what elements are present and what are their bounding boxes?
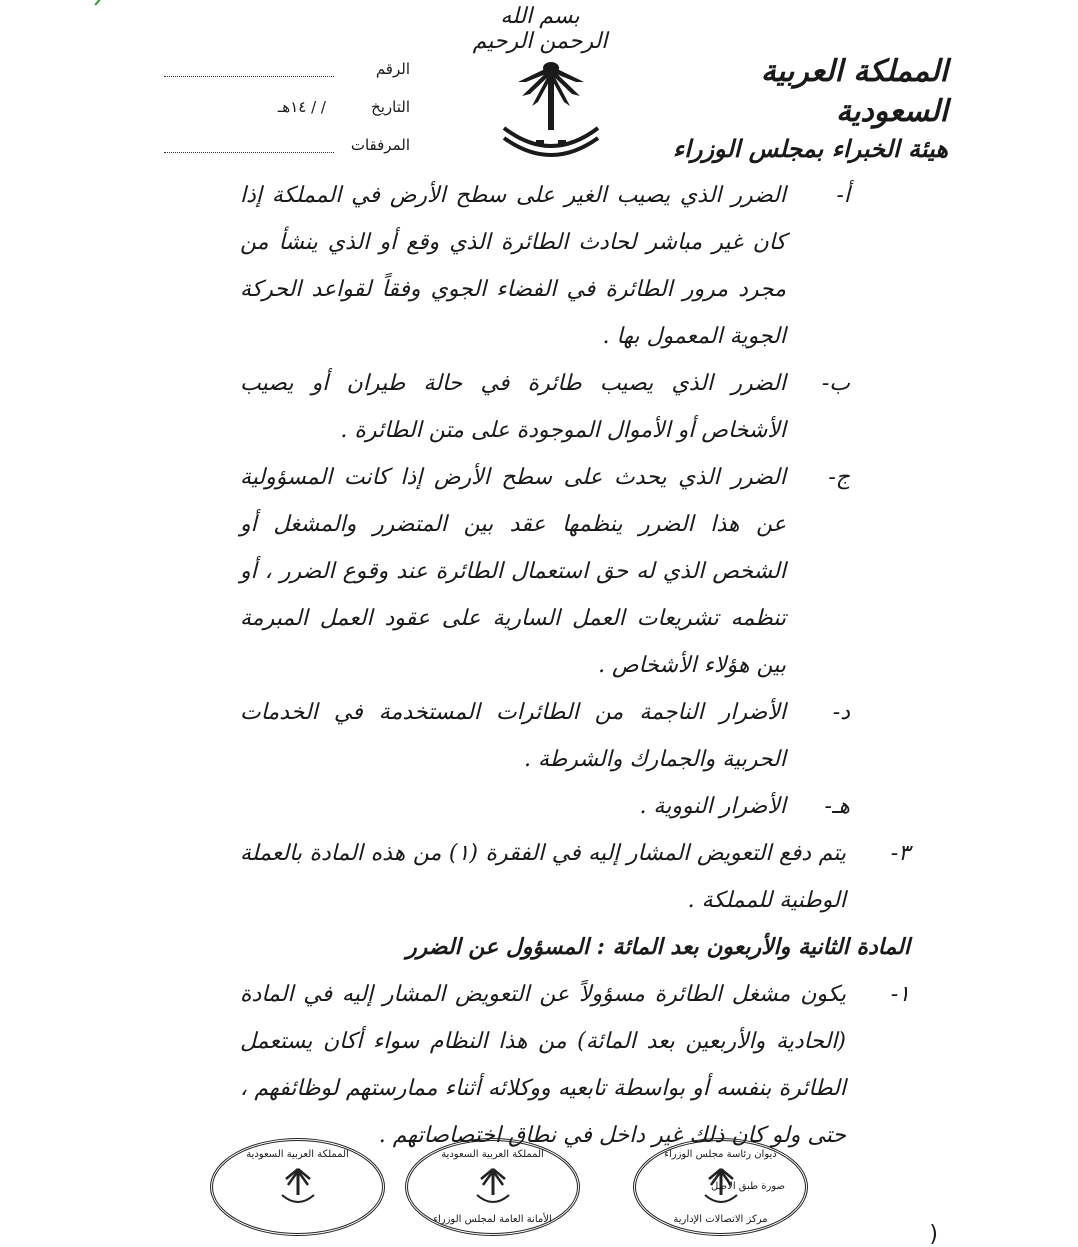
stamp-text: المملكة العربية السعودية	[441, 1149, 544, 1160]
item-mark: أ-	[836, 183, 850, 208]
item-text: الأضرار النووية .	[639, 794, 786, 819]
item-mark: د-	[832, 700, 850, 725]
reference-block	[150, 50, 410, 164]
date-value: / / ١٤هـ	[277, 98, 326, 116]
list-item	[240, 454, 850, 689]
attachments-row	[150, 126, 410, 164]
stamps-row	[205, 1138, 805, 1243]
stamp-text: المملكة العربية السعودية	[246, 1149, 349, 1160]
palm-swords-icon	[278, 1165, 318, 1209]
letterhead	[648, 52, 948, 166]
kingdom-name: المملكة العربية السعودية	[760, 54, 948, 129]
list-item	[240, 689, 850, 783]
item-text: الأضرار الناجمة من الطائرات المستخدمة في الخدمات الحربية والجمارك والشرطة .	[240, 700, 786, 772]
attachments-label: المرفقات	[350, 136, 410, 154]
margin-mark: )	[929, 1222, 938, 1247]
paragraph-3	[240, 830, 910, 924]
paragraph-1	[240, 971, 910, 1159]
ref-row	[150, 50, 410, 88]
palm-swords-emblem-icon	[496, 52, 606, 172]
paragraph-text: يتم دفع التعويض المشار إليه في الفقرة (١) من هذه المادة بالعملة الوطنية للمملكة .	[240, 841, 846, 913]
date-row	[150, 88, 410, 126]
list-item	[240, 360, 850, 454]
item-mark: ج-	[828, 465, 850, 490]
stamp-text: ديوان رئاسة مجلس الوزراء	[664, 1149, 777, 1160]
item-text: الضرر الذي يحدث على سطح الأرض إذا كانت المسؤولية عن هذا الضرر ينظمها عقد بين المتضرر والمشغل أو الشخص الذي له حق استعمال الطائرة عند وقوع الضرر ، أو تنظمه تشريعات العمل السارية على عقود العمل المبرمة بين هؤلاء الأشخاص .	[240, 465, 786, 678]
paragraph-mark: ١-	[890, 982, 910, 1007]
authority-name: هيئة الخبراء بمجلس الوزراء	[672, 134, 948, 163]
stamp-seal	[405, 1138, 580, 1236]
item-text: الضرر الذي يصيب طائرة في حالة طيران أو يصيب الأشخاص أو الأموال الموجودة على متن الطائرة .	[240, 371, 786, 443]
stamp-text: الأمانة العامة لمجلس الوزراء	[433, 1214, 552, 1225]
paragraph-text: يكون مشغل الطائرة مسؤولاً عن التعويض المشار إليه في المادة (الحادية والأربعين بعد المائة) من هذا النظام سواء أكان يستعمل الطائرة بنفسه أو بواسطة تابعيه ووكلائه أثناء ممارستهم لوظائفهم ، حتى ولو كان ذلك غير داخل في نطاق اختصاصاتهم .	[240, 982, 846, 1148]
corner-tick	[94, 0, 111, 13]
paragraph-mark: ٣-	[890, 841, 910, 866]
ref-line	[164, 62, 334, 77]
article-heading: المادة الثانية والأربعون بعد المائة : المسؤول عن الضرر	[406, 934, 910, 960]
item-mark: ب-	[821, 371, 850, 396]
list-item	[240, 783, 850, 830]
list-item	[240, 172, 850, 360]
palm-swords-icon	[473, 1165, 513, 1209]
basmala: بسم الله الرحمن الرحيم	[472, 4, 608, 54]
stamp-text: صورة طبق الأصل	[711, 1181, 785, 1192]
document-body	[240, 172, 910, 1159]
stamp-text: مركز الاتصالات الإدارية	[673, 1214, 768, 1225]
ref-label: الرقم	[375, 60, 410, 78]
item-text: الضرر الذي يصيب الغير على سطح الأرض في المملكة إذا كان غير مباشر لحادث الطائرة الذي وقع أو الذي ينشأ من مجرد مرور الطائرة في الفضاء الجوي وفقاً لقواعد الحركة الجوية المعمول بها .	[240, 183, 786, 349]
attachments-line	[164, 138, 334, 153]
stamp-seal	[633, 1138, 808, 1236]
stamp-seal	[210, 1138, 385, 1236]
date-label: التاريخ	[371, 98, 410, 116]
item-mark: هـ-	[824, 794, 850, 819]
